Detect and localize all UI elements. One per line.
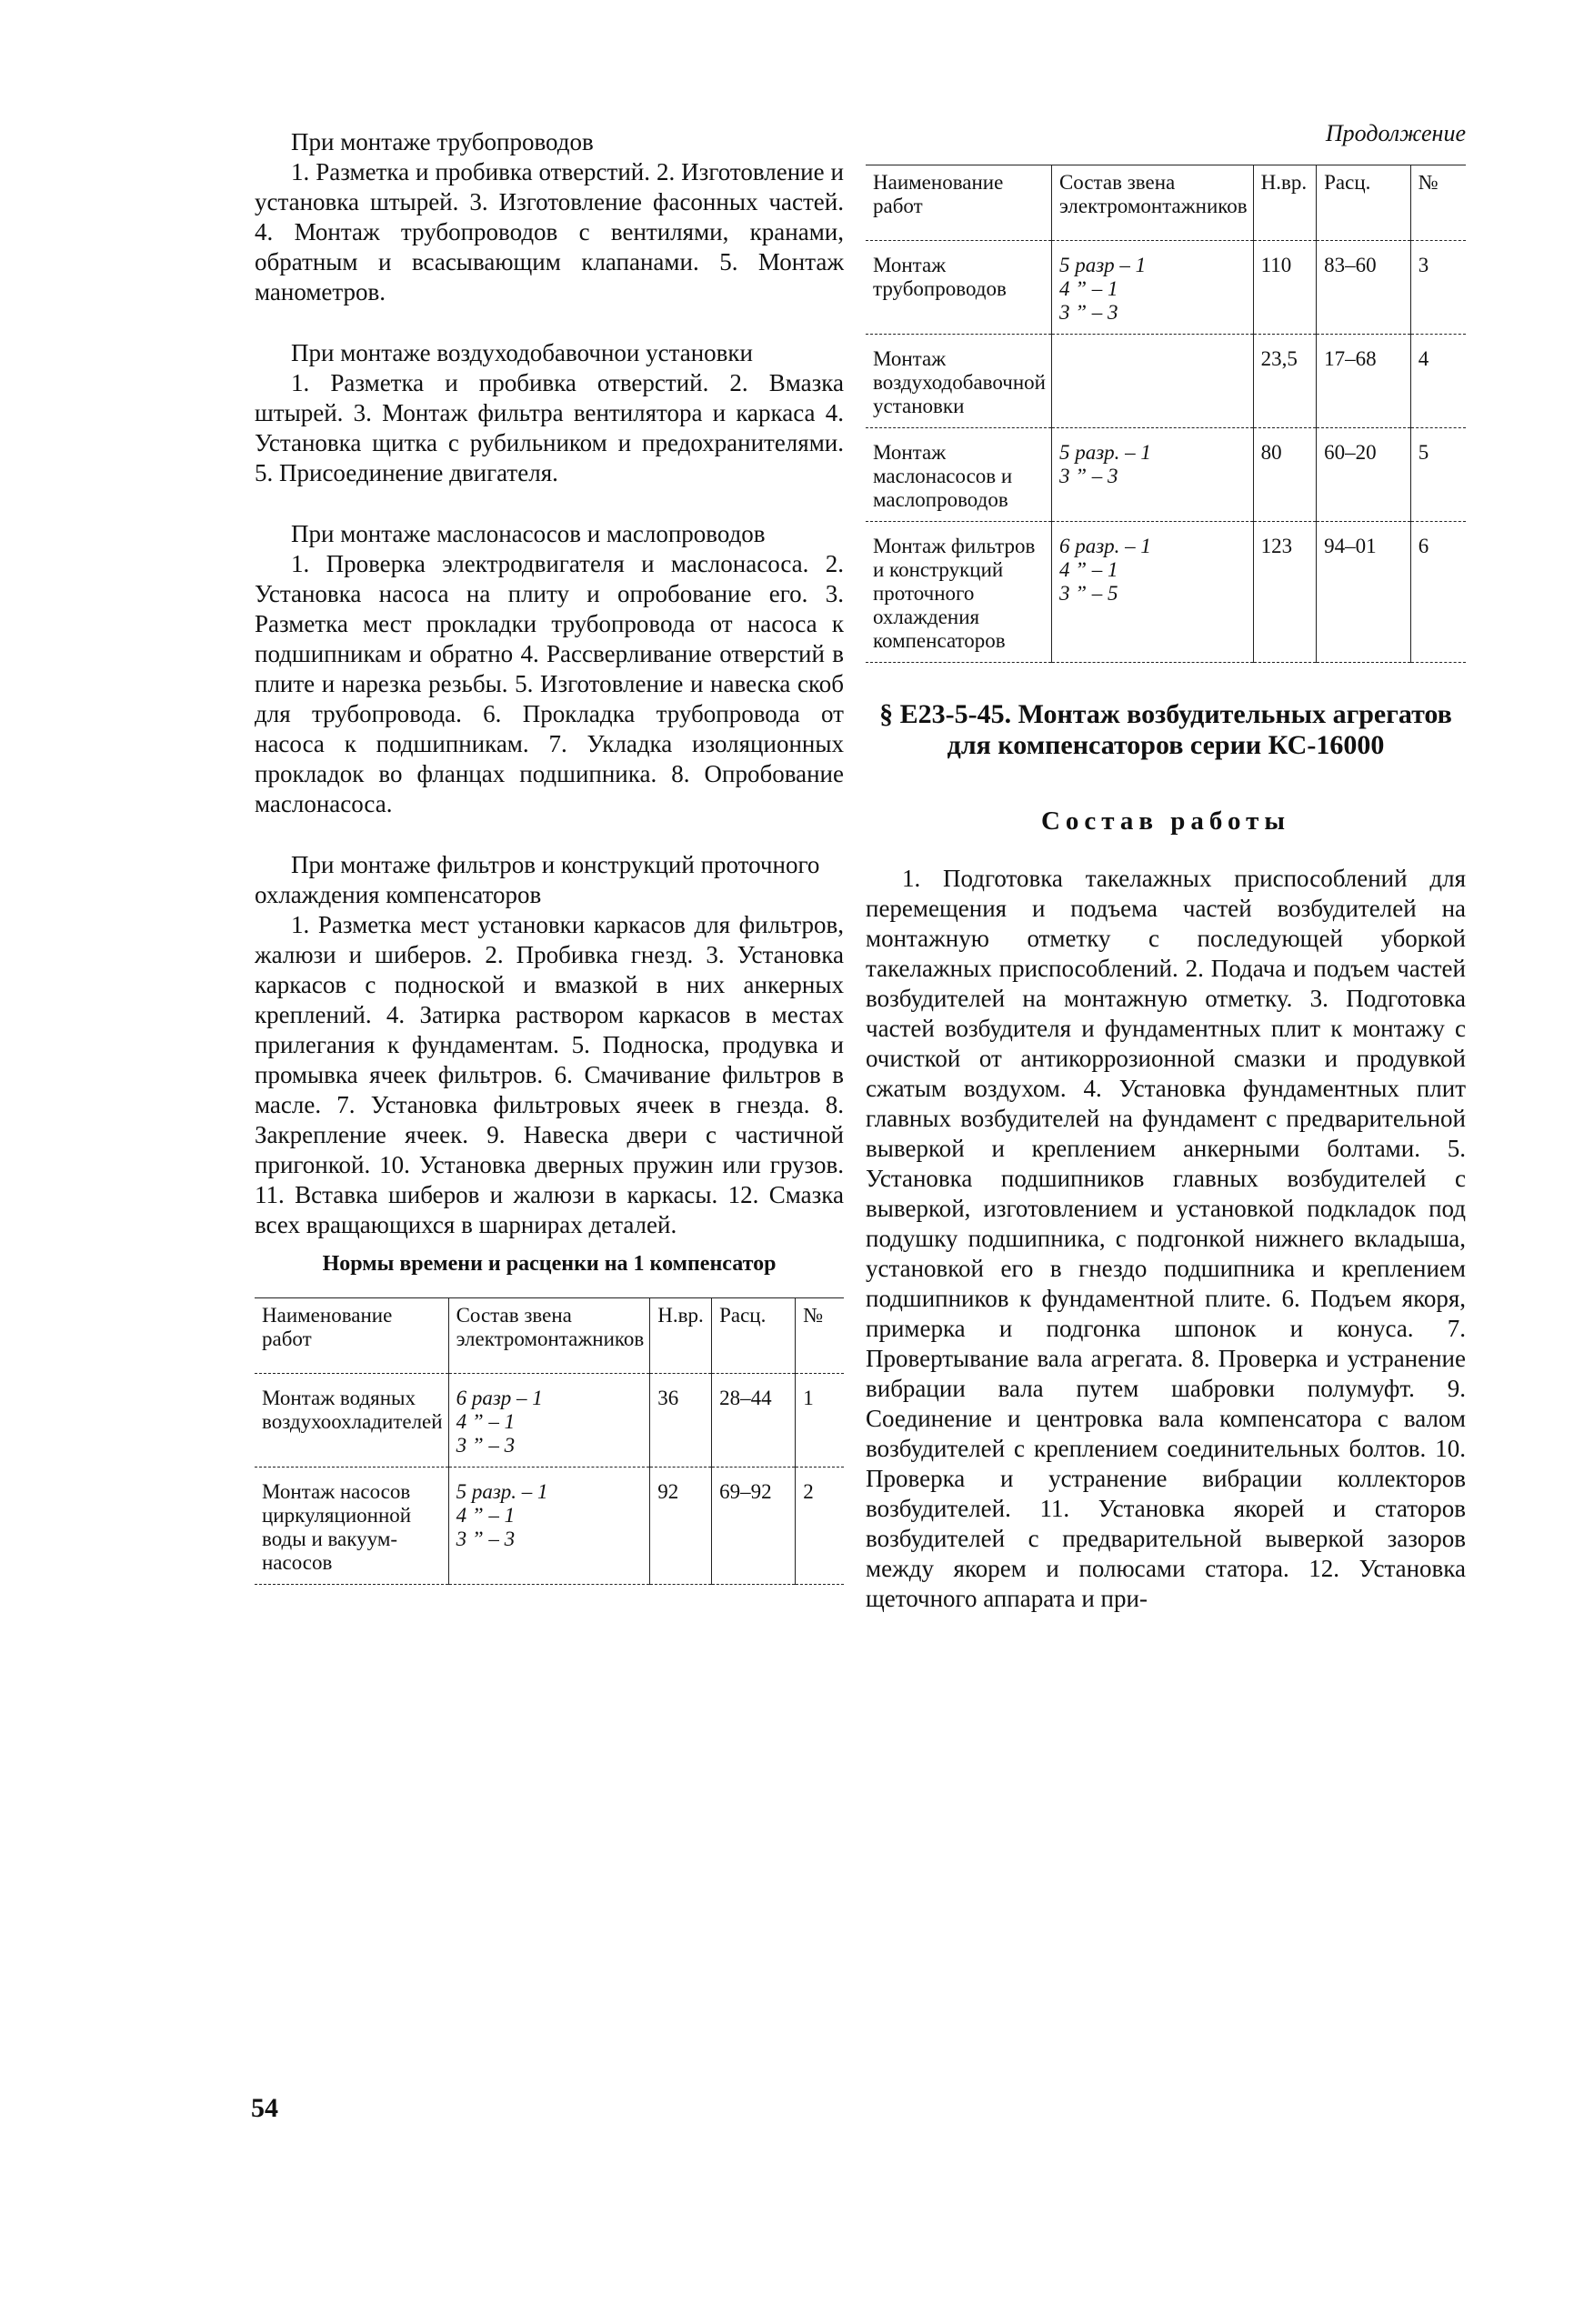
- header-time-norm: Н.вр.: [1253, 165, 1317, 241]
- time-norm-cell: 110: [1253, 241, 1317, 335]
- continuation-label: Продолжение: [1325, 120, 1466, 146]
- crew-line: 4 ” – 1: [1058, 277, 1118, 300]
- air-unit-heading: При монтаже воздуходобавочнои установки: [291, 339, 753, 366]
- header-crew: Состав звена электромонтажников: [1051, 165, 1253, 241]
- crew-line: 3 ” – 3: [1058, 301, 1118, 324]
- table-row: [866, 522, 1466, 663]
- table-row: [866, 428, 1466, 522]
- table-row: [866, 241, 1466, 335]
- number-cell: 2: [796, 1468, 844, 1585]
- time-norm-cell: 92: [650, 1468, 712, 1585]
- crew-line: 6 разр – 1: [456, 1387, 543, 1409]
- crew-cell: [448, 1374, 650, 1468]
- header-rate: Расц.: [1317, 165, 1411, 241]
- oil-pumps-section: [255, 519, 844, 819]
- number-cell: 5: [1410, 428, 1466, 522]
- work-name-cell: Монтаж фильтров и конструкций проточного охлаждения компенсаторов: [866, 522, 1051, 663]
- number-cell: 1: [796, 1374, 844, 1468]
- rate-cell: 28–44: [712, 1374, 796, 1468]
- table-row: [255, 1374, 844, 1468]
- norms-table-right: [866, 165, 1466, 663]
- page-number: 54: [251, 2093, 278, 2123]
- filters-body: 1. Разметка мест установки каркасов для фильтров, жалюзи и шиберов. 2. Пробивка гнезд. 3. Установка каркасов с подноской и вмазкой в них анкерных креплений. 4. Затирка раствором каркасов в местах прилегания к фундаментам. 5. Подноска, продувка и промывка ячеек фильтров. 6. Смачивание фильтров в масле. 7. Установка фильтровых ячеек в гнезда. 8. Закрепление ячеек. 9. Навеска двери с частичной пригонкой. 10. Установка дверных пружин или грузов. 11. Вставка шиберов и жалюзи в каркасы. 12. Смазка всех вращающихся в шарнирах деталей.: [255, 911, 844, 1238]
- section-title: § Е23-5-45. Монтаж возбудительных агрегатов для компенсаторов серии КС-16000: [879, 699, 1452, 760]
- header-name: Наименование работ: [866, 165, 1051, 241]
- rate-cell: 60–20: [1317, 428, 1411, 522]
- left-table-body: [255, 1374, 844, 1585]
- work-name-cell: Монтаж насосов циркуляционной воды и вакуум-насосов: [255, 1468, 448, 1585]
- rate-cell: 94–01: [1317, 522, 1411, 663]
- filters-section: [255, 850, 844, 1240]
- right-column: [866, 118, 1466, 1623]
- pipelines-heading: При монтаже трубопроводов: [291, 128, 594, 155]
- crew-line: 4 ” – 1: [456, 1504, 516, 1527]
- norms-table-left: [255, 1297, 844, 1585]
- oil-pumps-body: 1. Проверка электродвигателя и маслонасоса. 2. Установка насоса на плиту и опробование его. 3. Разметка мест прокладки трубопровода от насоса к подшипникам и обратно 4. Рассверливание отверстий в плите и нарезка резьбы. 5. Изготовление и навеска скоб для трубопровода. 6. Прокладка трубопровода от насоса к подшипникам. 7. Укладка изоляционных прокладок во фланцах подшипника. 8. Опробование маслонасоса.: [255, 550, 844, 817]
- table-row: [255, 1468, 844, 1585]
- crew-line: 3 ” – 3: [1058, 465, 1118, 487]
- time-norm-cell: 36: [650, 1374, 712, 1468]
- table-row: [866, 335, 1466, 428]
- header-number: №: [796, 1298, 844, 1374]
- crew-line: 4 ” – 1: [1058, 558, 1118, 581]
- rate-cell: 17–68: [1317, 335, 1411, 428]
- air-unit-section: [255, 338, 844, 488]
- crew-line: 5 разр. – 1: [1058, 441, 1151, 464]
- crew-line: 5 разр. – 1: [456, 1480, 548, 1503]
- filters-heading: При монтаже фильтров и конструкций проточного охлаждения компенсаторов: [255, 851, 820, 908]
- crew-line: 5 разр – 1: [1058, 254, 1147, 276]
- rate-cell: 83–60: [1317, 241, 1411, 335]
- pipelines-section: [255, 127, 844, 307]
- time-norm-cell: 123: [1253, 522, 1317, 663]
- number-cell: 4: [1410, 335, 1466, 428]
- work-name-cell: Монтаж воздуходобавочной установки: [866, 335, 1051, 428]
- crew-cell: [1051, 335, 1253, 428]
- header-number: №: [1410, 165, 1466, 241]
- left-column: [255, 127, 844, 1585]
- header-rate: Расц.: [712, 1298, 796, 1374]
- header-crew: Состав звена электромонтажников: [448, 1298, 650, 1374]
- rate-cell: 69–92: [712, 1468, 796, 1585]
- crew-line: 3 ” – 3: [456, 1528, 516, 1550]
- work-composition-body: 1. Подготовка такелажных приспособлений для перемещения и подъема частей возбудителей на монтажную отметку с последующей уборкой такелажных приспособлений. 2. Подача и подъем частей возбудителей на монтажную отметку. 3. Подготовка частей возбудителя и фундаментных плит к монтажу с очисткой от антикоррозионной смазки и продувкой сжатым воздухом. 4. Установка фундаментных плит главных возбудителей на фундамент с предварительной выверкой и креплением анкерными болтами. 5. Установка подшипников главных возбудителей с выверкой, изготовлением и установкой подкладок под подушку подшипника, с подгонкой нижнего вкладыша, установкой его в гнездо подшипника и креплением подшипников к фундаментной плите. 6. Подъем якоря, примерка и подгонка шпонок и конуса. 7. Провертывание вала агрегата. 8. Проверка и устранение вибрации вала путем шабровки полумуфт. 9. Соединение и центровка вала компенсатора с валом возбудителей с креплением соединительных болтов. 10. Проверка и устранение вибрации коллекторов возбудителей. 11. Установка якорей и статоров возбудителей с предварительной выверкой зазоров между якорем и полюсами статора. 12. Установка щеточного аппарата и при-: [866, 865, 1466, 1612]
- time-norm-cell: 80: [1253, 428, 1317, 522]
- pipelines-body: 1. Разметка и пробивка отверстий. 2. Изготовление и установка штырей. 3. Изготовление фасонных частей. 4. Монтаж трубопроводов с вентилями, кранами, обратным и всасывающим клапанами. 5. Монтаж манометров.: [255, 158, 844, 306]
- time-norm-cell: 23,5: [1253, 335, 1317, 428]
- work-composition-heading: Состав работы: [1040, 806, 1291, 836]
- crew-line: 6 разр. – 1: [1058, 535, 1151, 557]
- crew-cell: [1051, 522, 1253, 663]
- header-name: Наименование работ: [255, 1298, 448, 1374]
- crew-cell: [1051, 241, 1253, 335]
- work-name-cell: Монтаж трубопроводов: [866, 241, 1051, 335]
- air-unit-body: 1. Разметка и пробивка отверстий. 2. Вмазка штырей. 3. Монтаж фильтра вентилятора и каркаса 4. Установка щитка с рубильником и предохранителями. 5. Присоединение двигателя.: [255, 369, 844, 486]
- crew-line: 3 ” – 3: [456, 1434, 516, 1457]
- crew-line: 3 ” – 5: [1058, 582, 1118, 605]
- number-cell: 3: [1410, 241, 1466, 335]
- work-name-cell: Монтаж водяных воздухоохладителей: [255, 1374, 448, 1468]
- crew-line: 4 ” – 1: [456, 1410, 516, 1433]
- oil-pumps-heading: При монтаже маслонасосов и маслопроводов: [291, 520, 766, 547]
- number-cell: 6: [1410, 522, 1466, 663]
- norms-table-caption: Нормы времени и расценки на 1 компенсатор: [322, 1252, 777, 1276]
- crew-cell: [448, 1468, 650, 1585]
- right-table-body: [866, 241, 1466, 663]
- crew-cell: [1051, 428, 1253, 522]
- header-time-norm: Н.вр.: [650, 1298, 712, 1374]
- work-name-cell: Монтаж маслонасосов и маслопроводов: [866, 428, 1051, 522]
